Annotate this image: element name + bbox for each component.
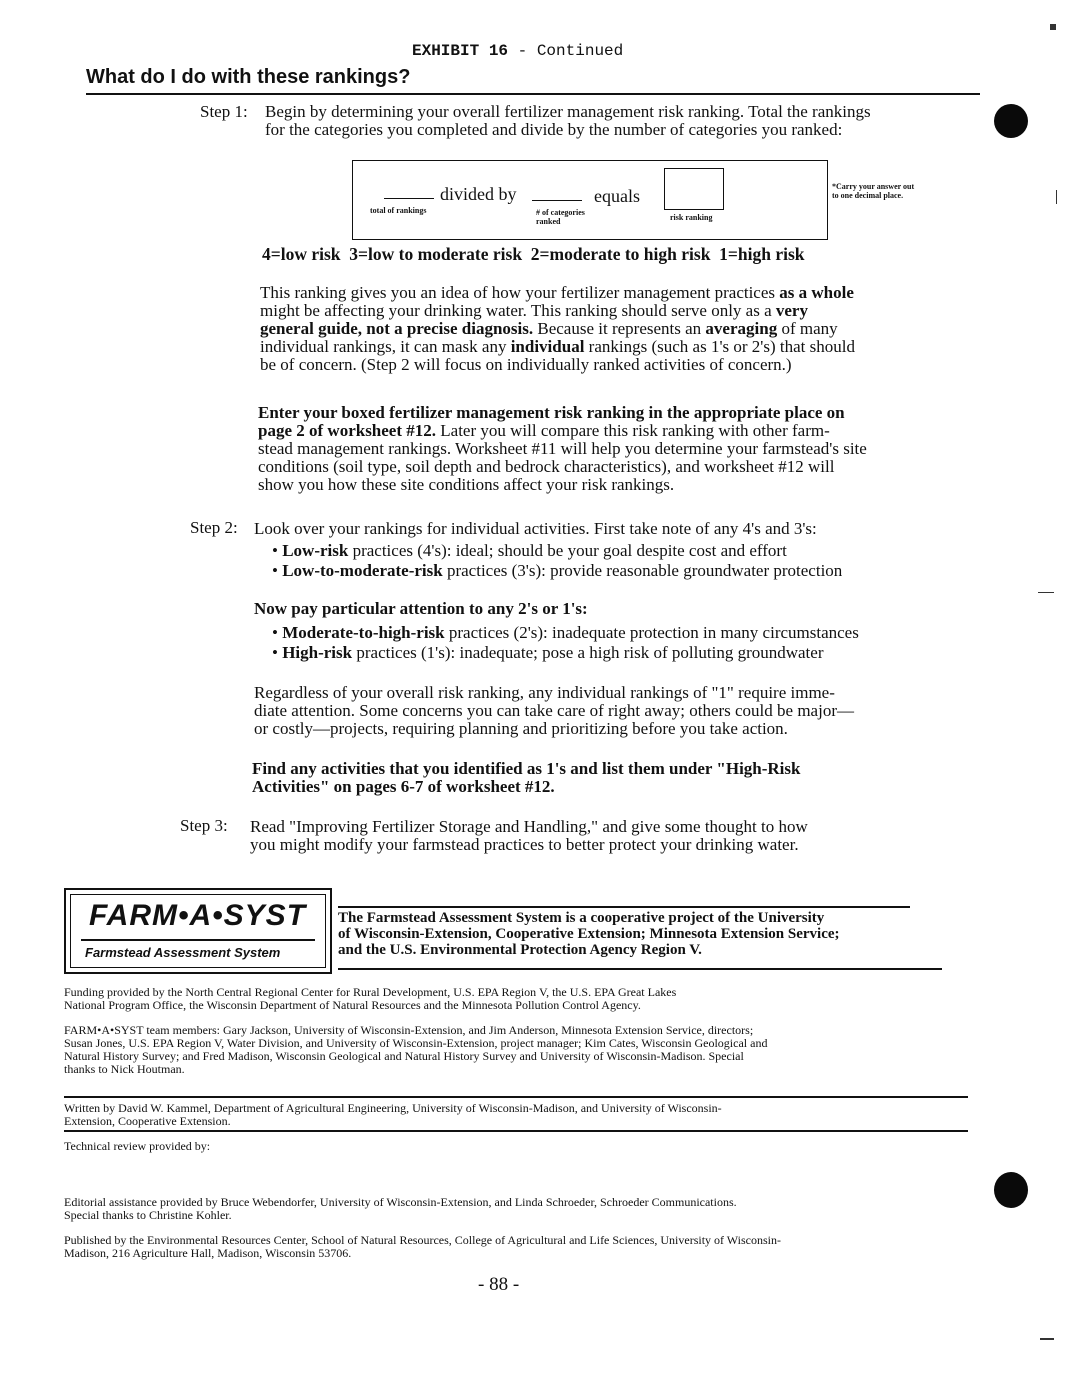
editorial-l1: Editorial assistance provided by Bruce Webendorfer, University of Wisconsin-Extension, and Linda Schroeder, Schroeder Communications. bbox=[64, 1195, 737, 1209]
enter-ranking-instructions bbox=[258, 404, 988, 494]
partner-bottom-rule bbox=[338, 968, 942, 970]
farm-a-syst-logo bbox=[64, 888, 332, 974]
bullet-low-moderate-risk: • Low-to-moderate-risk practices (3's): provide reasonable groundwater protection bbox=[272, 561, 843, 580]
ranking-calculation-box bbox=[352, 160, 828, 240]
p2-l4: conditions (soil type, soil depth and bedrock characteristics), and worksheet #12 will bbox=[258, 457, 835, 476]
bullet-high-risk-desc: practices (1's): inadequate; pose a high risk of polluting groundwater bbox=[352, 643, 824, 662]
bullet-high-risk-term: High-risk bbox=[282, 643, 353, 662]
bullet-low-risk-desc: practices (4's): ideal; should be your goal despite cost and effort bbox=[348, 541, 787, 560]
p1-l1a: This ranking gives you an idea of how your fertilizer management practices bbox=[260, 283, 780, 302]
written-l1: Written by David W. Kammel, Department of Agricultural Engineering, University of Wisconsin-Madison, and University of Wisconsin- bbox=[64, 1101, 722, 1115]
written-l2: Extension, Cooperative Extension. bbox=[64, 1114, 231, 1128]
bullet-low-risk: • Low-risk practices (4's): ideal; should be your goal despite cost and effort bbox=[272, 541, 787, 560]
step3-label: Step 3: bbox=[180, 816, 228, 835]
step3-text bbox=[250, 818, 980, 854]
p2-l3: stead management rankings. Worksheet #11 will help you determine your farmstead's site bbox=[258, 439, 867, 458]
total-rankings-blank bbox=[384, 182, 434, 199]
p2-l1: Enter your boxed fertilizer management risk ranking in the appropriate place on bbox=[258, 403, 845, 422]
categories-label bbox=[536, 208, 585, 226]
step2-attention: Now pay particular attention to any 2's or 1's: bbox=[254, 599, 588, 618]
page-number: - 88 - bbox=[478, 1274, 520, 1295]
scan-mark-mid bbox=[1038, 592, 1054, 593]
step1-label: Step 1: bbox=[200, 102, 248, 121]
regardless-l3: or costly—projects, requiring planning and prioritizing before you take action. bbox=[254, 719, 788, 738]
title-rule bbox=[86, 93, 980, 95]
p1-l4c: rankings (such as 1's or 2's) that should bbox=[584, 337, 855, 356]
step1-text bbox=[265, 103, 985, 139]
published-l2: Madison, 216 Agriculture Hall, Madison, Wisconsin 53706. bbox=[64, 1246, 352, 1260]
decimal-note-line2: to one decimal place. bbox=[832, 191, 904, 200]
p1-l1b: as a whole bbox=[779, 283, 854, 302]
partner-l2: of Wisconsin-Extension, Cooperative Extension; Minnesota Extension Service; bbox=[338, 926, 840, 942]
ranking-explanation bbox=[260, 284, 980, 374]
team-credit bbox=[64, 1024, 1004, 1076]
step2-find-activities bbox=[252, 760, 982, 796]
total-rankings-label: total of rankings bbox=[370, 206, 427, 215]
step2-low-bullets bbox=[272, 542, 992, 580]
find-l2: Activities" on pages 6-7 of worksheet #12. bbox=[252, 777, 555, 796]
page-title: What do I do with these rankings? bbox=[86, 66, 411, 88]
partner-statement bbox=[338, 910, 928, 958]
published-credit bbox=[64, 1234, 984, 1260]
written-top-rule bbox=[64, 1096, 968, 1098]
funding-l2: National Program Office, the Wisconsin Department of Natural Resources and the Minnesota Pollution Control Agency. bbox=[64, 998, 641, 1012]
p2-l2b: Later you will compare this risk ranking with other farm- bbox=[436, 421, 830, 440]
p1-l3c: averaging bbox=[705, 319, 778, 338]
divided-by-text: divided by bbox=[440, 184, 517, 204]
decimal-note-line1: *Carry your answer out bbox=[832, 182, 915, 191]
bullet-low-moderate-term: Low-to-moderate-risk bbox=[282, 561, 443, 580]
step2-high-bullets bbox=[272, 624, 992, 662]
written-credit bbox=[64, 1102, 984, 1128]
categories-label-line2: ranked bbox=[536, 217, 561, 226]
editorial-credit bbox=[64, 1196, 964, 1222]
exhibit-header bbox=[412, 42, 623, 60]
step1-line2: for the categories you completed and divide by the number of categories you ranked: bbox=[265, 120, 843, 139]
categories-ranked-blank bbox=[532, 186, 582, 201]
bullet-moderate-high-desc: practices (2's): inadequate protection in many circumstances bbox=[444, 623, 859, 642]
bullet-low-moderate-desc: practices (3's): provide reasonable groundwater protection bbox=[442, 561, 843, 580]
bullet-moderate-high-risk: • Moderate-to-high-risk practices (2's): inadequate protection in many circumstances bbox=[272, 623, 859, 642]
funding-l1: Funding provided by the North Central Regional Center for Rural Development, U.S. EPA Region V, the U.S. EPA Great Lakes bbox=[64, 985, 677, 999]
risk-ranking-answer-box bbox=[664, 168, 724, 210]
step3-l2: you might modify your farmstead practices to better protect your drinking water. bbox=[250, 835, 799, 854]
bullet-low-risk-term: Low-risk bbox=[282, 541, 349, 560]
p1-l2: might be affecting your drinking water. This ranking should serve only as a bbox=[260, 301, 776, 320]
regardless-l2: diate attention. Some concerns you can take care of right away; others could be major— bbox=[254, 701, 854, 720]
p1-l5: be of concern. (Step 2 will focus on individually ranked activities of concern.) bbox=[260, 355, 792, 374]
risk-ranking-label: risk ranking bbox=[670, 213, 713, 222]
regardless-l1: Regardless of your overall risk ranking, any individual rankings of "1" require imme- bbox=[254, 683, 835, 702]
categories-label-line1: # of categories bbox=[536, 208, 585, 217]
team-l3: Natural History Survey; and Fred Madison, Wisconsin Geological and Natural History Survey and University of Wisconsin-Madison. Special bbox=[64, 1049, 744, 1063]
exhibit-label: EXHIBIT 16 bbox=[412, 42, 509, 60]
p2-l5: show you how these site conditions affect your risk rankings. bbox=[258, 475, 675, 494]
p1-l3a: general guide, not a precise diagnosis. bbox=[260, 319, 534, 338]
scan-mark-top bbox=[1050, 24, 1056, 30]
risk-scale: 4=low risk 3=low to moderate risk 2=moderate to high risk 1=high risk bbox=[262, 244, 805, 264]
technical-review: Technical review provided by: bbox=[64, 1139, 211, 1153]
bullet-moderate-high-term: Moderate-to-high-risk bbox=[282, 623, 445, 642]
p1-l3d: of many bbox=[777, 319, 838, 338]
logo-inner-border bbox=[70, 894, 326, 968]
decimal-note bbox=[832, 182, 914, 200]
partner-l3: and the U.S. Environmental Protection Agency Region V. bbox=[338, 942, 702, 958]
equals-text: equals bbox=[594, 186, 640, 206]
step1-line1: Begin by determining your overall fertilizer management risk ranking. Total the rankings bbox=[265, 102, 871, 121]
funding-credit bbox=[64, 986, 944, 1012]
p2-l2a: page 2 of worksheet #12. bbox=[258, 421, 437, 440]
published-l1: Published by the Environmental Resources Center, School of Natural Resources, College of Agricultural and Life Sciences, University of Wisconsin- bbox=[64, 1233, 781, 1247]
team-l1: FARM•A•SYST team members: Gary Jackson, University of Wisconsin-Extension, and Jim Anderson, Minnesota Extension Service, directors; bbox=[64, 1023, 754, 1037]
step2-intro: Look over your rankings for individual activities. First take note of any 4's and 3's: bbox=[254, 519, 817, 538]
team-l4: thanks to Nick Houtman. bbox=[64, 1062, 185, 1076]
team-l2: Susan Jones, U.S. EPA Region V, Water Division, and University of Wisconsin-Extension, project manager; Kim Cates, Wisconsin Geological and bbox=[64, 1036, 768, 1050]
p1-l2b: very bbox=[775, 301, 808, 320]
binder-hole-top bbox=[994, 104, 1028, 138]
step2-regardless bbox=[254, 684, 984, 738]
logo-subtitle: Farmstead Assessment System bbox=[85, 945, 281, 960]
exhibit-continued: - Continued bbox=[517, 42, 624, 60]
logo-rule bbox=[81, 939, 315, 941]
scan-mark-right bbox=[1056, 190, 1057, 204]
p1-l4b: individual bbox=[510, 337, 585, 356]
logo-title: FARM•A•SYST bbox=[89, 899, 307, 932]
step3-l1: Read "Improving Fertilizer Storage and Handling," and give some thought to how bbox=[250, 817, 808, 836]
editorial-l2: Special thanks to Christine Kohler. bbox=[64, 1208, 232, 1222]
partner-top-rule bbox=[338, 906, 910, 908]
bullet-high-risk: • High-risk practices (1's): inadequate; pose a high risk of polluting groundwater bbox=[272, 643, 824, 662]
step2-label: Step 2: bbox=[190, 518, 238, 537]
find-l1: Find any activities that you identified as 1's and list them under "High-Risk bbox=[252, 759, 801, 778]
partner-l1: The Farmstead Assessment System is a cooperative project of the University bbox=[338, 910, 825, 926]
p1-l3b: Because it represents an bbox=[533, 319, 706, 338]
p1-l4a: individual rankings, it can mask any bbox=[260, 337, 511, 356]
technical-rule bbox=[64, 1130, 968, 1132]
scan-mark-bottom bbox=[1040, 1338, 1054, 1340]
binder-hole-bottom bbox=[994, 1172, 1028, 1208]
